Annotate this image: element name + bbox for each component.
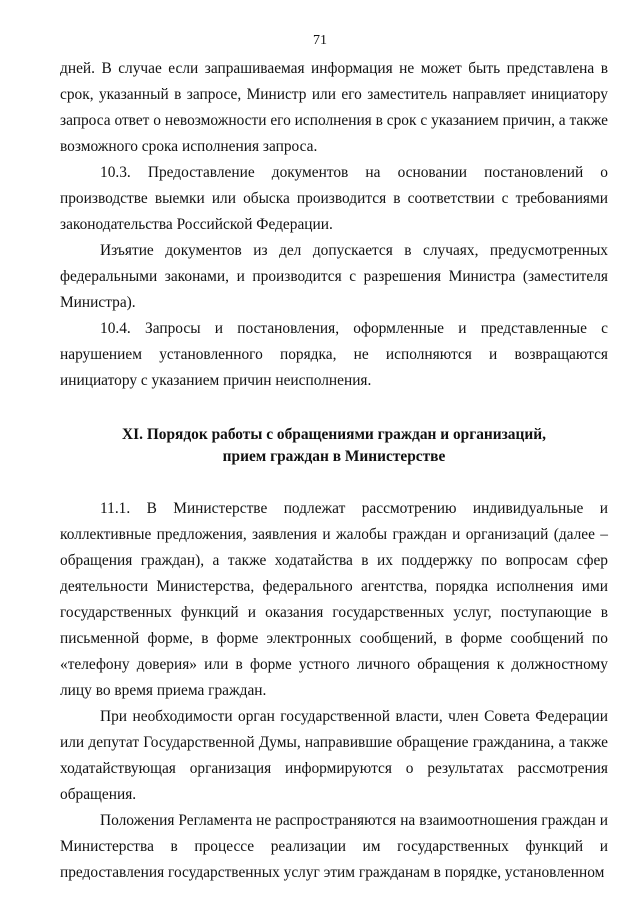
section-heading xyxy=(60,424,608,468)
paragraph: Положения Регламента не распространяются на взаимоотношения граждан и Министерства в процессе реализации им государственных функций и предоставления государственных услуг этим гражданам в порядке, установленном xyxy=(60,812,608,881)
document-body xyxy=(60,56,608,886)
paragraph: 10.3. Предоставление документов на основании постановлений о производстве выемки или обыска производится в соответствии с требованиями законодательства Российской Федерации. xyxy=(60,164,608,233)
section-heading-line-2: прием граждан в Министерстве xyxy=(222,448,446,465)
page-number: 71 xyxy=(313,33,327,48)
paragraph: 11.1. В Министерстве подлежат рассмотрению индивидуальные и коллективные предложения, заявления и жалобы граждан и организаций (далее – обращения граждан), а также ходатайства в их поддержку по вопросам сфер деятельности Министерства, федерального агентства, порядка исполнения ими государственных функций и оказания государственных услуг, поступающие в письменной форме, в форме электронных сообщений, в форме сообщений по «телефону доверия» или в форме устного личного обращения к должностному лицу во время приема граждан. xyxy=(60,500,608,699)
paragraph: При необходимости орган государственной власти, член Совета Федерации или депутат Государственной Думы, направившие обращение гражданина, а также ходатайствующая организация информируются о результатах рассмотрения обращения. xyxy=(60,708,608,803)
section-heading-line-1: XI. Порядок работы с обращениями граждан и организаций, xyxy=(122,426,546,443)
paragraph: 10.4. Запросы и постановления, оформленные и представленные с нарушением установленного порядка, не исполняются и возвращаются инициатору с указанием причин неисполнения. xyxy=(60,320,608,389)
paragraph: дней. В случае если запрашиваемая информация не может быть представлена в срок, указанный в запросе, Министр или его заместитель направляет инициатору запроса ответ о невозможности его исполнения в срок с указанием причин, а также возможного срока исполнения запроса. xyxy=(60,60,608,155)
paragraph: Изъятие документов из дел допускается в случаях, предусмотренных федеральными законами, и производится с разрешения Министра (заместителя Министра). xyxy=(60,242,608,311)
